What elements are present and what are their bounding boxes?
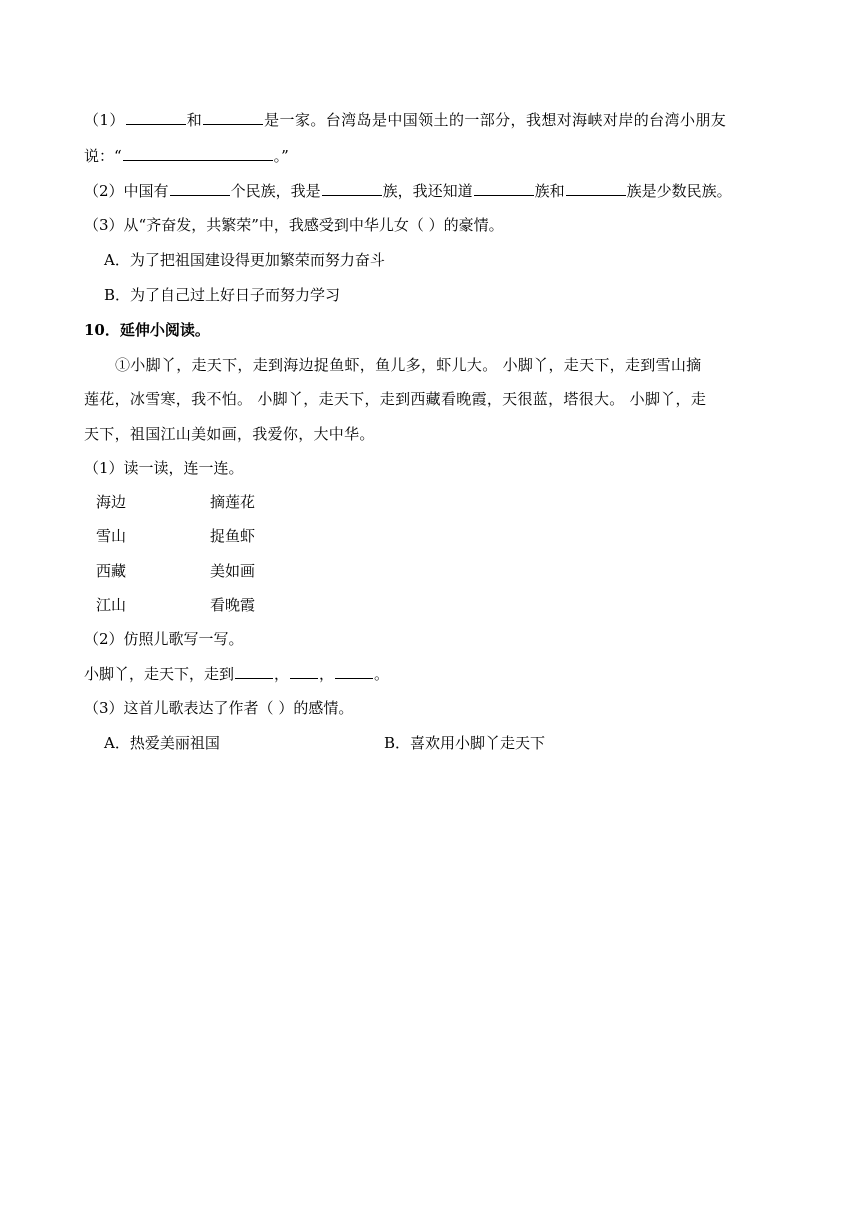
q9-part3: （3）从“齐奋发，共繁荣”中，我感受到中华儿女（ ）的豪情。 xyxy=(84,216,504,234)
q9-part1-line1 xyxy=(84,110,726,130)
q9-part1-end: 。” xyxy=(273,147,289,165)
answer-blank[interactable] xyxy=(123,146,273,161)
answer-blank[interactable] xyxy=(290,664,318,679)
answer-blank[interactable] xyxy=(566,181,626,196)
q9-part2-text-d: 族和 xyxy=(534,182,565,200)
q9-part1-line2 xyxy=(84,146,289,166)
answer-blank[interactable] xyxy=(203,110,263,125)
q9-part2-text-e: 族是少数民族。 xyxy=(626,182,732,200)
q10-sub3-option-b[interactable]: B．喜欢用小脚丫走天下 xyxy=(384,734,546,752)
q10-passage-line3: 天下，祖国江山美如画，我爱你，大中华。 xyxy=(84,425,375,443)
q10-sub2-prompt: （2）仿照儿歌写一写。 xyxy=(84,630,244,648)
q9-part2-text-c: 族，我还知道 xyxy=(382,182,473,200)
match-left-item[interactable]: 江山 xyxy=(96,596,127,614)
q9-option-a[interactable]: A．为了把祖国建设得更加繁荣而努力奋斗 xyxy=(104,251,385,269)
answer-blank[interactable] xyxy=(126,110,186,125)
q9-part1-and: 和 xyxy=(186,111,203,129)
q10-sub1-prompt: （1）读一读，连一连。 xyxy=(84,459,244,477)
q10-sub3-option-a[interactable]: A．热爱美丽祖国 xyxy=(104,734,220,752)
q10-sub2-end: 。 xyxy=(374,665,390,683)
q9-part2 xyxy=(84,181,732,201)
match-left-item[interactable]: 海边 xyxy=(96,493,127,511)
q9-part1-say: 说：“ xyxy=(84,147,122,165)
match-right-item[interactable]: 摘莲花 xyxy=(210,493,256,511)
q10-passage-line1: ①小脚丫，走天下，走到海边捉鱼虾，鱼儿多，虾儿大。 小脚丫，走天下，走到雪山摘 xyxy=(115,356,702,374)
q9-option-b[interactable]: B．为了自己过上好日子而努力学习 xyxy=(104,286,341,304)
q10-sub2-comma: ， xyxy=(274,665,290,683)
q9-part2-text-a: 中国有 xyxy=(123,182,169,200)
q10-sub2-line xyxy=(84,664,389,684)
q10-sub2-comma: ， xyxy=(319,665,335,683)
q9-part1-text: 是一家。台湾岛是中国领土的一部分，我想对海峡对岸的台湾小朋友 xyxy=(264,111,727,129)
q10-sub3-prompt: （3）这首儿歌表达了作者（ ）的感情。 xyxy=(84,699,354,717)
match-left-item[interactable]: 西藏 xyxy=(96,562,127,580)
q9-part1-number: （1） xyxy=(84,111,125,129)
q10-sub2-start: 小脚丫，走天下，走到 xyxy=(84,665,235,683)
answer-blank[interactable] xyxy=(335,664,373,679)
answer-blank[interactable] xyxy=(170,181,230,196)
match-left-item[interactable]: 雪山 xyxy=(96,527,127,545)
q10-title: 10．延伸小阅读。 xyxy=(84,321,210,339)
match-right-item[interactable]: 捉鱼虾 xyxy=(210,527,256,545)
q10-passage-line2: 莲花，冰雪寒，我不怕。 小脚丫，走天下，走到西藏看晚霞，天很蓝，塔很大。 小脚丫，走 xyxy=(84,390,707,408)
q9-part2-text-b: 个民族，我是 xyxy=(230,182,321,200)
match-right-item[interactable]: 美如画 xyxy=(210,562,256,580)
answer-blank[interactable] xyxy=(235,664,273,679)
answer-blank[interactable] xyxy=(322,181,382,196)
match-right-item[interactable]: 看晚霞 xyxy=(210,596,256,614)
q9-part2-number: （2） xyxy=(84,182,124,200)
answer-blank[interactable] xyxy=(474,181,534,196)
